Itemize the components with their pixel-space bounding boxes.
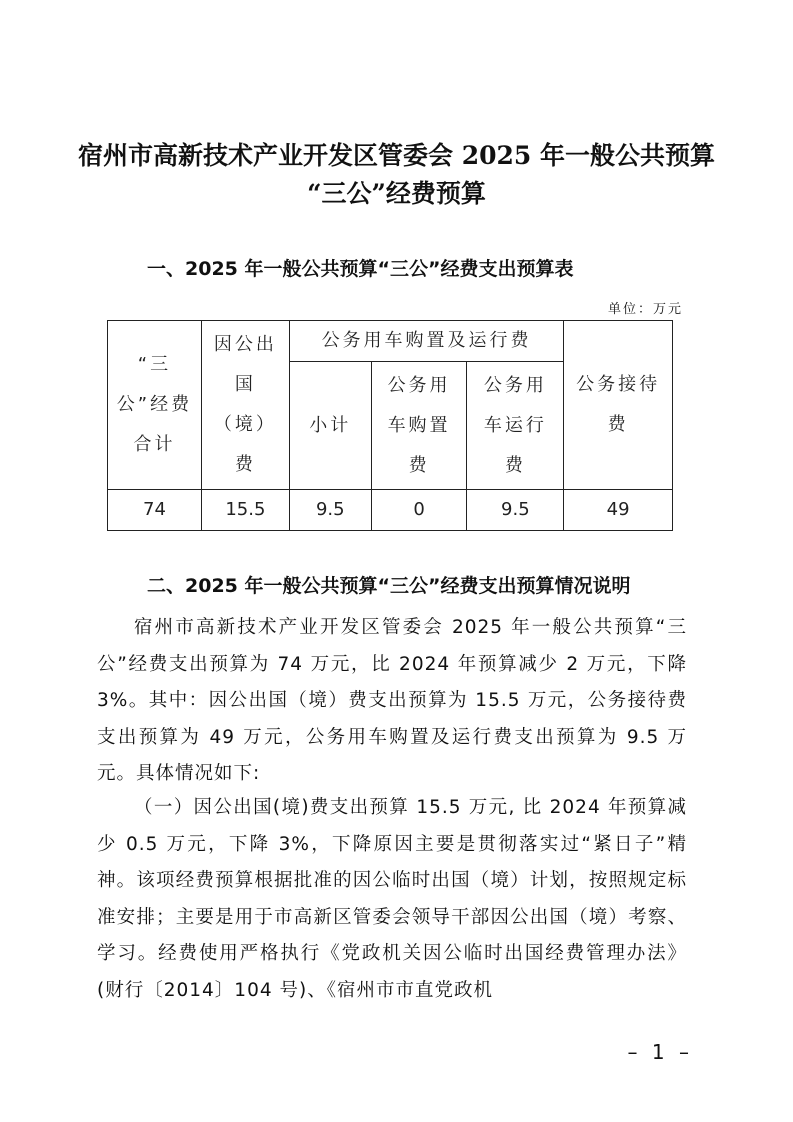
unit-label: 单位：万元 — [607, 302, 683, 317]
document-title-line1: 宿州市高新技术产业开发区管委会 2025 年一般公共预算 — [78, 141, 715, 170]
header-vehicle-group: 公务用车购置及运行费 — [289, 321, 563, 362]
header-abroad: 因公出国（境）费 — [201, 321, 289, 490]
value-vehicle-operation: 9.5 — [467, 490, 564, 531]
header-reception: 公务接待费 — [564, 321, 673, 490]
header-vehicle-operation: 公务用车运行费 — [467, 362, 564, 490]
header-vehicle-purchase: 公务用车购置费 — [371, 362, 467, 490]
value-total: 74 — [108, 490, 202, 531]
table-row — [108, 490, 673, 531]
paragraph-summary: 宿州市高新技术产业开发区管委会 2025 年一般公共预算“三公”经费支出预算为 74 万元，比 2024 年预算减少 2 万元，下降 3%。其中：因公出国（境）费支出预算为 15.5 万元，公务接待费支出预算为 49 万元，公务用车购置及运行费支出预算为 9.5 万元。具体情况如下: — [97, 617, 687, 784]
budget-table — [107, 320, 673, 531]
paragraph-abroad-expense: （一）因公出国(境)费支出预算 15.5 万元, 比 2024 年预算减少 0.5 万元，下降 3%，下降原因主要是贯彻落实过“紧日子”精神。该项经费预算根据批准的因公临时出国（境）计划，按照规定标准安排；主要是用于市高新区管委会领导干部因公出国（境）考察、学习。经费使用严格执行《党政机关因公临时出国经费管理办法》(财行〔2014〕104 号)、《宿州市市直党政机 — [97, 797, 687, 1001]
page-number: – 1 – — [627, 1040, 693, 1064]
header-subtotal: 小计 — [289, 362, 371, 490]
section1-heading: 一、2025 年一般公共预算“三公”经费支出预算表 — [147, 258, 574, 280]
document-title-line2: “三公”经费预算 — [307, 179, 486, 208]
value-reception: 49 — [564, 490, 673, 531]
value-subtotal: 9.5 — [289, 490, 371, 531]
value-abroad: 15.5 — [201, 490, 289, 531]
value-vehicle-purchase: 0 — [371, 490, 467, 531]
header-total: “三公”经费合计 — [108, 321, 202, 490]
section2-heading: 二、2025 年一般公共预算“三公”经费支出预算情况说明 — [147, 575, 631, 597]
